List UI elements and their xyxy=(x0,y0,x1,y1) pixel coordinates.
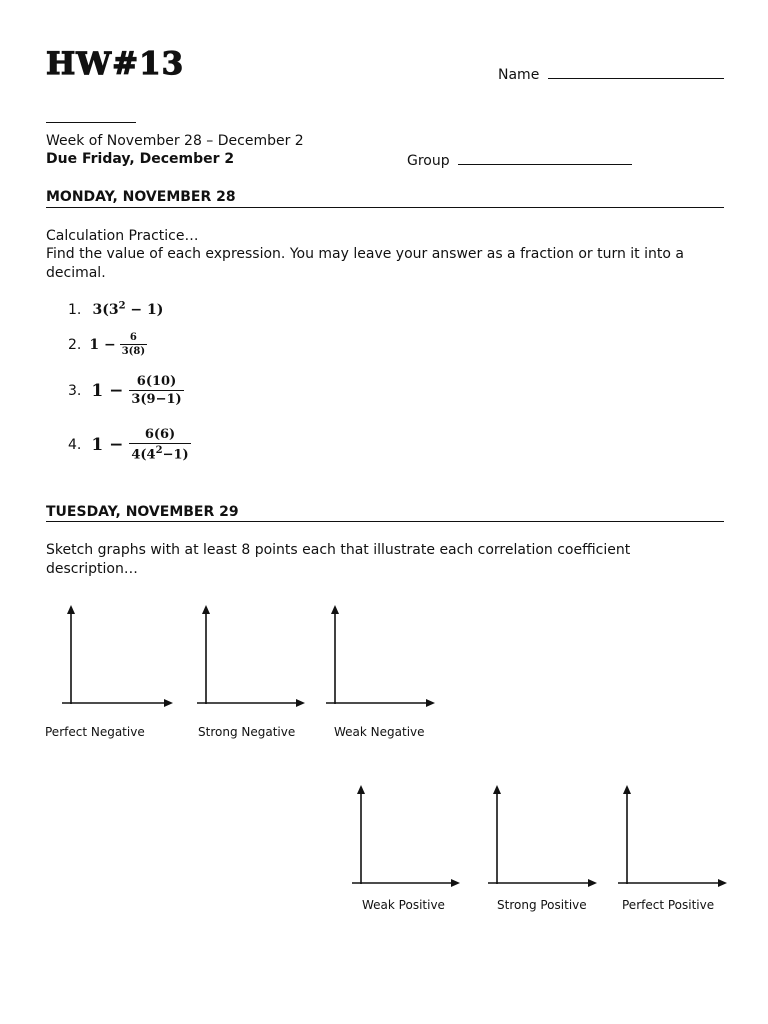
problem-number: 3. xyxy=(68,382,82,399)
calculation-intro: Calculation Practice… xyxy=(46,228,199,244)
monday-heading: MONDAY, NOVEMBER 28 xyxy=(46,189,236,205)
axes-weak-positive[interactable] xyxy=(352,785,460,887)
fraction-denominator: $4(4^2-1)$ xyxy=(131,445,189,463)
problem-4-lead: 1 − xyxy=(91,434,124,455)
name-label: Name xyxy=(498,67,540,83)
graph-label-weak-negative: Weak Negative xyxy=(334,725,425,739)
week-text: Week of November 28 – December 2 xyxy=(46,133,304,149)
monday-instructions: Find the value of each expression. You may leave your answer as a fraction or turn it into a decimal. xyxy=(46,246,684,281)
axes-strong-positive[interactable] xyxy=(488,785,597,887)
fraction-denominator: 3(8) xyxy=(121,346,146,357)
problem-3-lead: 1 − xyxy=(91,380,124,401)
fraction-denominator: 3(9−1) xyxy=(131,392,182,407)
graph-label-weak-positive: Weak Positive xyxy=(362,898,445,912)
axes-weak-negative[interactable] xyxy=(326,605,435,707)
graph-label-strong-negative: Strong Negative xyxy=(198,725,296,739)
axes-perfect-negative[interactable] xyxy=(62,605,173,707)
due-date-text: Due Friday, December 2 xyxy=(46,151,235,167)
problem-number: 1. xyxy=(68,302,82,318)
graph-label-strong-positive: Strong Positive xyxy=(497,898,587,912)
group-label: Group xyxy=(407,153,450,169)
tuesday-instructions: Sketch graphs with at least 8 points each that illustrate each correlation coefficient description… xyxy=(46,542,631,577)
graph-label-perfect-negative: Perfect Negative xyxy=(45,725,145,739)
graph-label-perfect-positive: Perfect Positive xyxy=(622,898,715,912)
fraction-numerator: 6 xyxy=(129,332,137,343)
problem-number: 2. xyxy=(68,336,82,353)
tuesday-heading: TUESDAY, NOVEMBER 29 xyxy=(46,504,239,520)
problem-2-lead: 1 − xyxy=(89,336,116,353)
axes-perfect-positive[interactable] xyxy=(618,785,727,887)
fraction-numerator: 6(10) xyxy=(136,374,177,389)
fraction-numerator: 6(6) xyxy=(144,427,176,442)
problem-1-expression: $3(3^2 - 1)$ xyxy=(92,300,164,318)
page-title: HW#13 xyxy=(46,46,185,82)
axes-strong-negative[interactable] xyxy=(197,605,305,707)
problem-number: 4. xyxy=(68,436,82,453)
